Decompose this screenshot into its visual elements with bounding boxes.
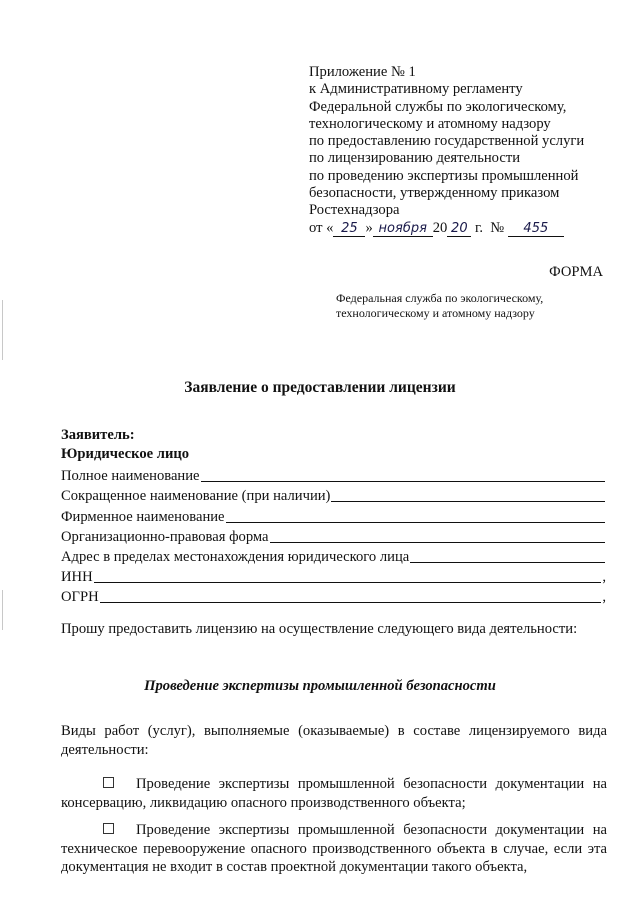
scan-edge-mark <box>2 590 3 630</box>
field-address[interactable] <box>61 546 606 566</box>
input-line[interactable] <box>201 467 605 482</box>
order-date-line <box>309 220 564 237</box>
applicant-type: Юридическое лицо <box>61 446 190 462</box>
field-label: Организационно-правовая форма <box>61 529 269 545</box>
checkbox[interactable] <box>103 777 114 788</box>
appendix-line: безопасности, утвержденному приказом <box>309 185 560 202</box>
option-text: Проведение экспертизы промышленной безопасности документации на техническое перевооружение опасного производственного объекта в случае, если эта документация не входит в состав проектной документации такого объекта, <box>61 822 607 875</box>
checkbox[interactable] <box>103 823 114 834</box>
request-text: Прошу предоставить лицензию на осуществление следующего вида деятельности: <box>61 621 578 637</box>
field-label: Полное наименование <box>61 468 200 484</box>
document-title: Заявление о предоставлении лицензии <box>184 379 456 396</box>
handwritten-year: 20 <box>447 221 471 237</box>
works-text: Виды работ (услуг), выполняемые (оказываемые) в составе лицензируемого вида деятельности: <box>61 723 607 758</box>
field-inn[interactable] <box>61 566 606 586</box>
year-prefix: 20 <box>432 220 448 236</box>
handwritten-order-number: 455 <box>508 221 564 237</box>
field-brand-name[interactable] <box>61 506 606 526</box>
agency-line: технологическому и атомному надзору <box>336 306 535 320</box>
date-prefix: от « <box>309 220 334 236</box>
appendix-line: по проведению экспертизы промышленной <box>309 167 579 184</box>
option-item <box>61 775 607 812</box>
field-label: Фирменное наименование <box>61 509 225 525</box>
appendix-line: технологическому и атомному надзору <box>309 115 551 132</box>
input-line[interactable] <box>100 588 602 603</box>
handwritten-month: ноября <box>373 221 433 237</box>
appendix-line: по предоставлению государственной услуги <box>309 133 585 150</box>
input-line[interactable] <box>410 548 605 563</box>
field-label: ИНН <box>61 569 93 585</box>
agency-block <box>336 291 543 321</box>
appendix-line: Ростехнадзора <box>309 202 400 219</box>
activity-title: Проведение экспертизы промышленной безопасности <box>144 678 496 694</box>
field-label: Сокращенное наименование (при наличии) <box>61 488 331 504</box>
input-line[interactable] <box>270 528 605 543</box>
option-item <box>61 821 607 877</box>
input-line[interactable] <box>331 487 605 502</box>
appendix-line: по лицензированию деятельности <box>309 150 521 167</box>
date-quote-close: » <box>365 220 373 236</box>
appendix-header <box>309 64 619 220</box>
option-text: Проведение экспертизы промышленной безопасности документации на консервацию, ликвидацию опасного производственного объекта; <box>61 776 607 811</box>
field-comma: , <box>602 569 606 585</box>
field-full-name[interactable] <box>61 465 606 485</box>
handwritten-day: 25 <box>333 221 365 237</box>
forma-label: ФОРМА <box>549 264 603 280</box>
field-legal-form[interactable] <box>61 526 606 546</box>
applicant-label: Заявитель: <box>61 427 135 443</box>
scan-edge-mark <box>2 300 3 360</box>
input-line[interactable] <box>226 508 605 523</box>
appendix-line: Федеральной службы по экологическому, <box>309 98 567 115</box>
appendix-line: Приложение № 1 <box>309 64 416 80</box>
field-comma: , <box>602 589 606 605</box>
input-line[interactable] <box>94 568 602 583</box>
field-label: Адрес в пределах местонахождения юридического лица <box>61 549 410 565</box>
year-after: г. № <box>471 220 508 236</box>
field-ogrn[interactable] <box>61 586 606 606</box>
appendix-line: к Административному регламенту <box>309 81 523 98</box>
agency-line: Федеральная служба по экологическому, <box>336 291 544 305</box>
field-short-name[interactable] <box>61 485 606 505</box>
field-label: ОГРН <box>61 589 99 605</box>
